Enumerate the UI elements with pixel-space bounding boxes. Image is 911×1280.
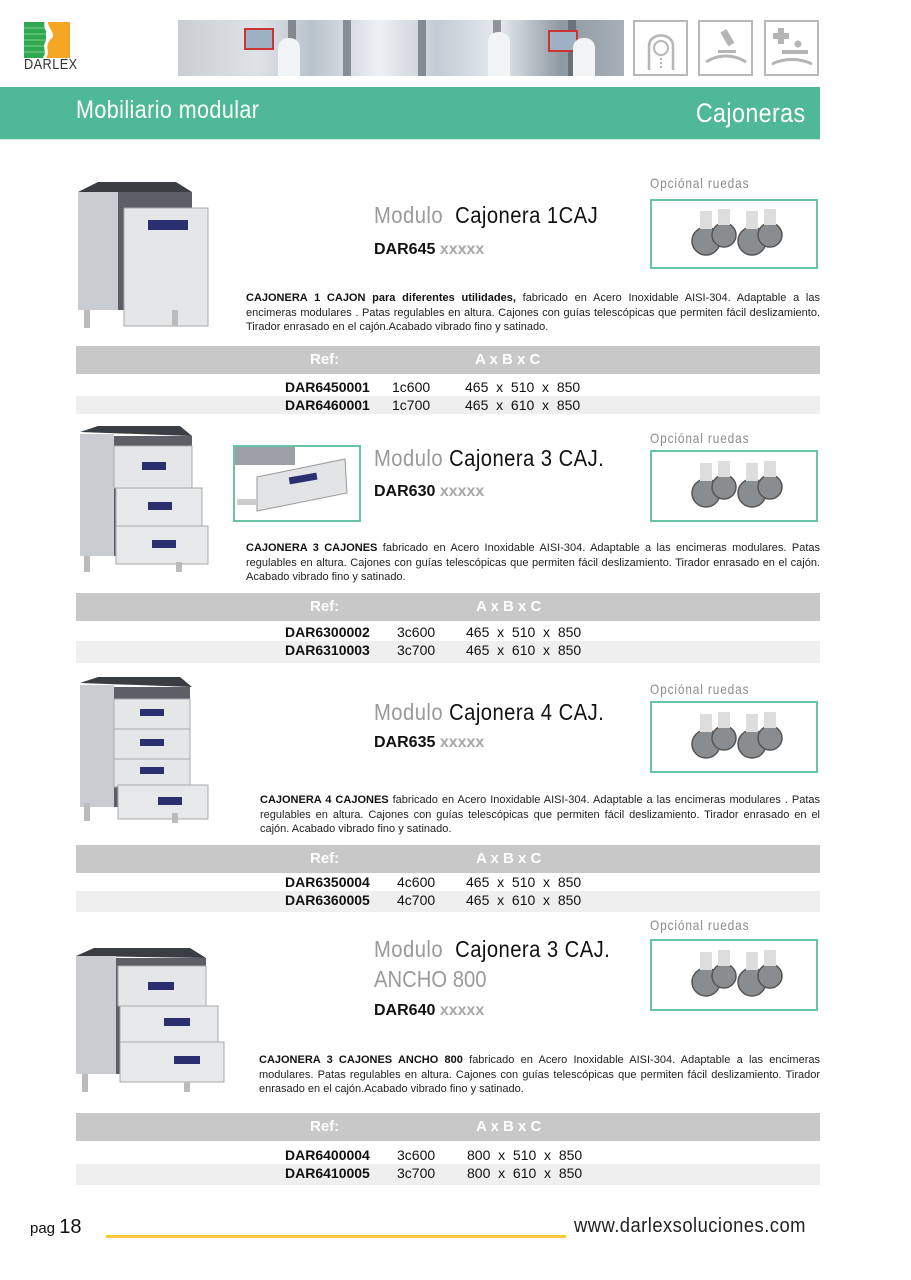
- header-banner-photo: [178, 20, 624, 76]
- table-row: DAR6300002 3c600 465 x 510 x 850: [285, 624, 582, 640]
- optional-wheels-image: [650, 701, 818, 773]
- website-link[interactable]: www.darlexsoluciones.com: [574, 1215, 806, 1237]
- optional-wheels-label: Opciónal ruedas: [650, 430, 750, 446]
- caster-wheels-icon: [674, 710, 794, 764]
- cleanroom-suit-icon: [633, 20, 688, 76]
- product-title: Modulo Cajonera 3 CAJ.: [374, 936, 611, 962]
- table-row: DAR6400004 3c600 800 x 510 x 850: [285, 1147, 583, 1163]
- product-title: Modulo Cajonera 1CAJ: [374, 202, 599, 228]
- table-row: DAR6360005 4c700 465 x 610 x 850: [76, 891, 820, 912]
- cabinet-3-drawer-image: [76, 426, 212, 574]
- product-code: DAR640 xxxxx: [374, 1002, 485, 1019]
- darlex-logo: [22, 18, 78, 76]
- hospital-bed-icon: [764, 20, 819, 76]
- table-row: DAR6450001 1c600 465 x 510 x 850: [285, 379, 581, 395]
- product-code: DAR630 xxxxx: [374, 483, 485, 500]
- optional-wheels-image: [650, 199, 818, 269]
- page-number: pag 18: [30, 1216, 82, 1238]
- drawer-detail-image: [233, 445, 361, 522]
- optional-wheels-label: Opciónal ruedas: [650, 175, 750, 191]
- table-row: DAR6310003 3c700 465 x 610 x 850: [76, 641, 820, 663]
- optional-wheels-image: [650, 450, 818, 522]
- cabinet-1-drawer-image: [76, 182, 212, 330]
- logo-text: DARLEX: [24, 56, 78, 73]
- product-code: DAR635 xxxxx: [374, 734, 485, 751]
- footer-divider: [106, 1235, 566, 1238]
- product-description: CAJONERA 1 CAJON para diferentes utilidades, fabricado en Acero Inoxidable AISI-304. Adaptable a las encimeras modulares . Patas regulables en altura. Cajones con guías telescópicas que permiten fácil deslizamiento. Tirador enrasado en el cajón.Acabado vibrado fino y satinado.: [246, 292, 820, 333]
- ref-table-header: Ref: A x B x C: [76, 1113, 820, 1141]
- table-row: DAR6350004 4c600 465 x 510 x 850: [285, 874, 582, 890]
- table-row: DAR6410005 3c700 800 x 610 x 850: [76, 1164, 820, 1185]
- ref-table-header: Ref: A x B x C: [76, 845, 820, 873]
- optional-wheels-image: [650, 939, 818, 1011]
- product-title: Modulo Cajonera 3 CAJ.: [374, 445, 605, 471]
- caster-wheels-icon: [674, 459, 794, 513]
- subcategory-title: Cajoneras: [696, 98, 806, 128]
- product-title: Modulo Cajonera 4 CAJ.: [374, 699, 605, 725]
- table-row: DAR6460001 1c700 465 x 610 x 850: [76, 396, 820, 414]
- caster-wheels-icon: [674, 948, 794, 1002]
- section-title-bar: [0, 87, 820, 140]
- ref-table-header: Ref: A x B x C: [76, 346, 820, 374]
- cabinet-3-drawer-wide-image: [74, 948, 226, 1096]
- caster-wheels-icon: [674, 207, 794, 261]
- category-title: Mobiliario modular: [76, 96, 260, 124]
- microscope-icon: [698, 20, 753, 76]
- product-description: CAJONERA 4 CAJONES fabricado en Acero Inoxidable AISI-304. Adaptable a las encimeras modulares . Patas regulables en altura. Cajones con guías telescópicas que permiten fácil deslizamiento. Tirador enrasado en el cajón. Acabado vibrado fino y satinado.: [260, 794, 821, 835]
- product-description: CAJONERA 3 CAJONES fabricado en Acero Inoxidable AISI-304. Adaptable a las encimeras modulares. Patas regulables en altura. Cajones con guías telescópicas que permiten fácil deslizamiento. Tirador enrasado en el cajón. Acabado vibrado fino y satinado.: [246, 542, 820, 583]
- product-code: DAR645 xxxxx: [374, 241, 485, 258]
- cabinet-4-drawer-image: [76, 677, 212, 825]
- ref-table-header: Ref: A x B x C: [76, 593, 820, 621]
- product-subtitle: ANCHO 800: [374, 966, 487, 992]
- optional-wheels-label: Opciónal ruedas: [650, 681, 750, 697]
- product-description: CAJONERA 3 CAJONES ANCHO 800 fabricado en Acero Inoxidable AISI-304. Adaptable a las encimeras modulares. Patas regulables en altura. Cajones con guías telescópicas que permiten fácil deslizamiento. Tirador enrasado en el cajón.Acabado vibrado fino y satinado.: [259, 1054, 820, 1095]
- optional-wheels-label: Opciónal ruedas: [650, 917, 750, 933]
